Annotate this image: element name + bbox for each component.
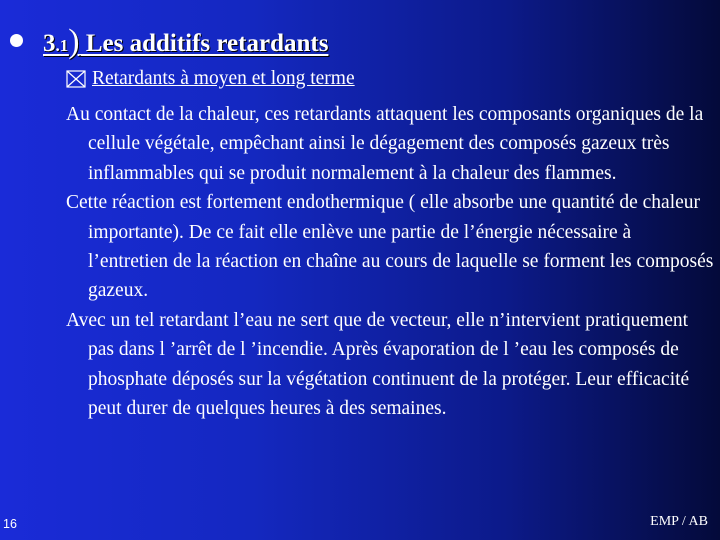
paragraph-2: Cette réaction est fortement endothermique ( elle absorbe une quantité de chaleur importante). De ce fait elle enlève une partie de l’énergie nécessaire à l’entretien de la réaction en chaîne au cours de laquelle se forment les composés gazeux. <box>66 192 714 302</box>
slide-body <box>66 100 716 423</box>
footer-text: EMP / AB <box>650 514 708 529</box>
title-number: 3 <box>43 30 56 57</box>
slide-number: 16 <box>3 517 17 531</box>
envelope-x-icon <box>66 70 86 88</box>
title-subnumber: .1 <box>55 36 69 55</box>
subheading <box>66 68 355 90</box>
paragraph-1: Au contact de la chaleur, ces retardants attaquent les composants organiques de la cellule végétale, empêchant ainsi le dégagement des composés gazeux très inflammables qui se produit normalement à la chaleur des flammes. <box>66 104 704 184</box>
slide-title <box>43 22 328 60</box>
bullet-icon <box>10 34 23 47</box>
title-text: Les additifs retardants <box>79 30 329 57</box>
paragraph-3: Avec un tel retardant l’eau ne sert que de vecteur, elle n’intervient pratiquement pas dans l ’arrêt de l ’incendie. Après évaporation de l ’eau les composés de phosphate déposés sur la végétation continuent de la protéger. Leur efficacité peut durer de quelques heures à des semaines. <box>66 309 690 420</box>
subheading-text: Retardants à moyen et long terme <box>92 68 355 89</box>
title-row <box>10 22 328 60</box>
title-paren: ) <box>68 23 80 60</box>
